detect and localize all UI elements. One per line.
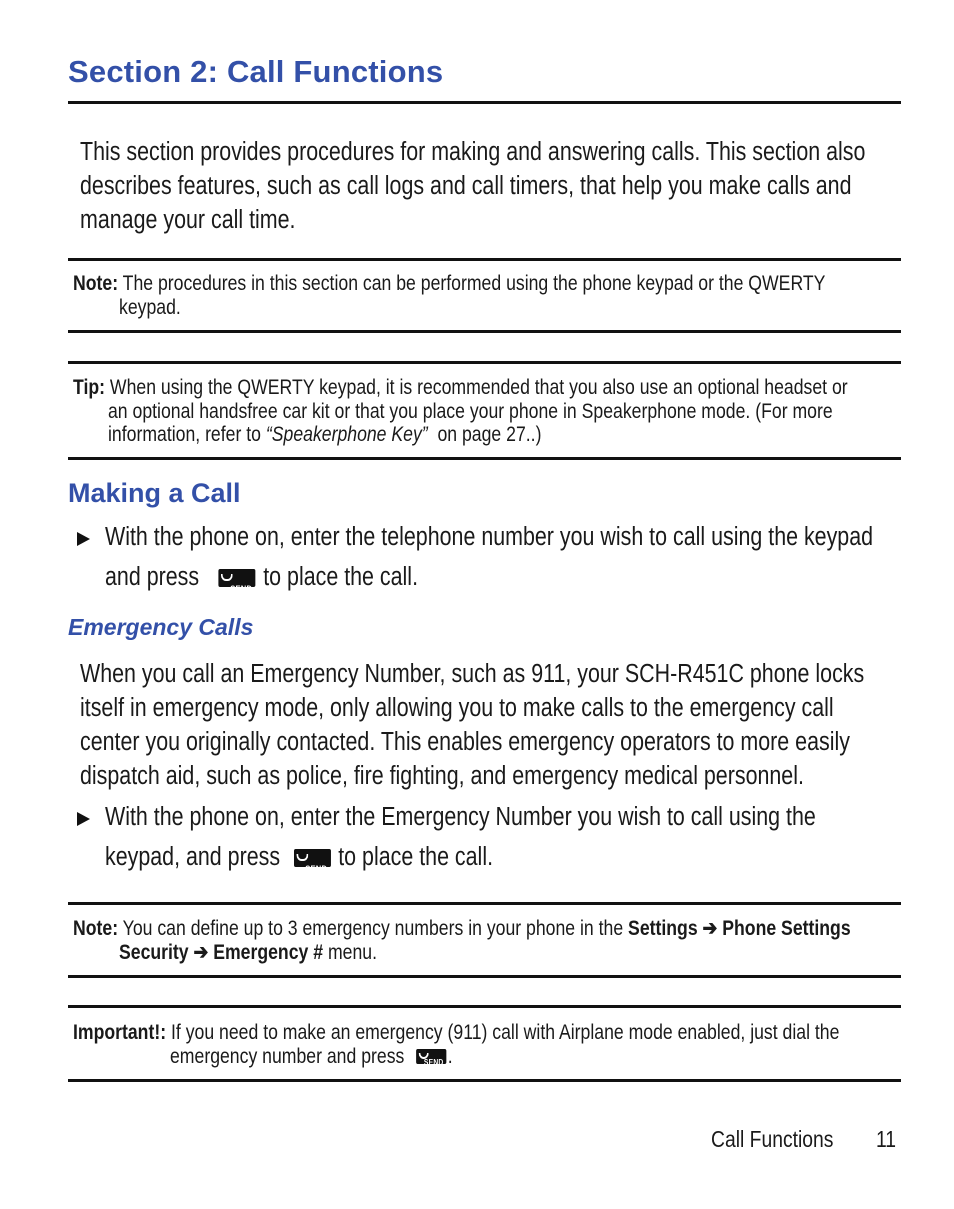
note-top-rule: [68, 258, 901, 261]
tip-line-3b: on page 27..): [437, 423, 542, 446]
making-a-call-heading: Making a Call: [68, 478, 241, 508]
note2-line-1: You can define up to 3 emergency numbers in your phone in the: [122, 917, 624, 940]
intro-paragraph: [80, 135, 954, 237]
emergency-line-4: dispatch aid, such as police, fire fighting, and emergency medical personnel.: [80, 762, 804, 790]
emergency-number-menu-ref: Emergency #: [213, 940, 324, 964]
note2-box: [73, 917, 954, 964]
send-key-icon: SEND: [416, 1049, 446, 1064]
important-label: Important!:: [73, 1021, 167, 1044]
arrow-icon: ➔: [702, 917, 718, 940]
intro-line-3: manage your call time.: [80, 206, 296, 234]
tip-top-rule: [68, 361, 901, 364]
important-box: [73, 1021, 954, 1068]
emergency-calls-heading: Emergency Calls: [68, 614, 254, 640]
emergency-bullet-line-1: With the phone on, enter the Emergency Number you wish to call using the: [105, 803, 816, 831]
tip-label: Tip:: [73, 376, 106, 399]
tip-line-2: an optional handsfree car kit or that you place your phone in Speakerphone mode. (For more: [108, 399, 833, 423]
note-line-1: The procedures in this section can be performed using the phone keypad or the QWERTY: [122, 272, 826, 295]
emergency-line-3: center you originally contacted. This enables emergency operators to more easily: [80, 728, 850, 756]
emergency-bullet-line-2a: keypad, and press: [105, 843, 281, 871]
note-box: [73, 272, 954, 319]
send-key-icon: SEND: [294, 849, 331, 867]
note-line-2: keypad.: [119, 295, 181, 319]
send-key-icon: SEND: [219, 569, 256, 587]
emergency-line-2: itself in emergency mode, only allowing you to make calls to the emergency call: [80, 694, 834, 722]
note2-top-rule: [68, 902, 901, 905]
bullet-arrow-icon: [77, 532, 90, 546]
note-label: Note:: [73, 272, 119, 295]
important-top-rule: [68, 1005, 901, 1008]
making-a-call-bullet: [105, 520, 954, 594]
bullet-arrow-icon: [77, 812, 90, 826]
making-call-line-2b: to place the call.: [263, 563, 419, 591]
emergency-line-1: When you call an Emergency Number, such as 911, your SCH-R451C phone locks: [80, 660, 865, 688]
security-menu-ref: Security: [119, 940, 189, 964]
note2-label: Note:: [73, 917, 119, 940]
emergency-paragraph: [80, 657, 954, 793]
tip-bottom-rule: [68, 457, 901, 460]
making-call-line-2a: and press: [105, 563, 200, 591]
title-rule: [68, 101, 901, 104]
emergency-bullet-line-2b: to place the call.: [338, 843, 494, 871]
intro-line-2: describes features, such as call logs and call timers, that help you make calls and: [80, 172, 852, 200]
arrow-icon: ➔: [193, 940, 209, 964]
note2-line-2: menu.: [327, 940, 377, 964]
important-bottom-rule: [68, 1079, 901, 1082]
important-line-2b: .: [447, 1044, 453, 1068]
tip-line-3a: information, refer to: [108, 423, 261, 446]
making-call-line-1: With the phone on, enter the telephone number you wish to call using the keypad: [105, 523, 874, 551]
page-title: Section 2: Call Functions: [68, 54, 444, 89]
important-line-2a: emergency number and press: [170, 1044, 405, 1068]
footer-page-number: 11: [876, 1126, 897, 1152]
note2-bottom-rule: [68, 975, 901, 978]
phone-settings-menu-ref: Phone Settings: [722, 917, 851, 940]
emergency-bullet: [105, 800, 951, 874]
tip-line-1: When using the QWERTY keypad, it is recommended that you also use an optional headset or: [109, 376, 848, 399]
tip-box: [73, 376, 954, 447]
speakerphone-key-link[interactable]: “Speakerphone Key”: [265, 423, 428, 446]
important-line-1: If you need to make an emergency (911) call with Airplane mode enabled, just dial the: [171, 1021, 840, 1044]
footer-section-name: Call Functions: [711, 1126, 834, 1152]
note-bottom-rule: [68, 330, 901, 333]
settings-menu-ref: Settings: [628, 917, 698, 940]
intro-line-1: This section provides procedures for making and answering calls. This section also: [80, 138, 866, 166]
